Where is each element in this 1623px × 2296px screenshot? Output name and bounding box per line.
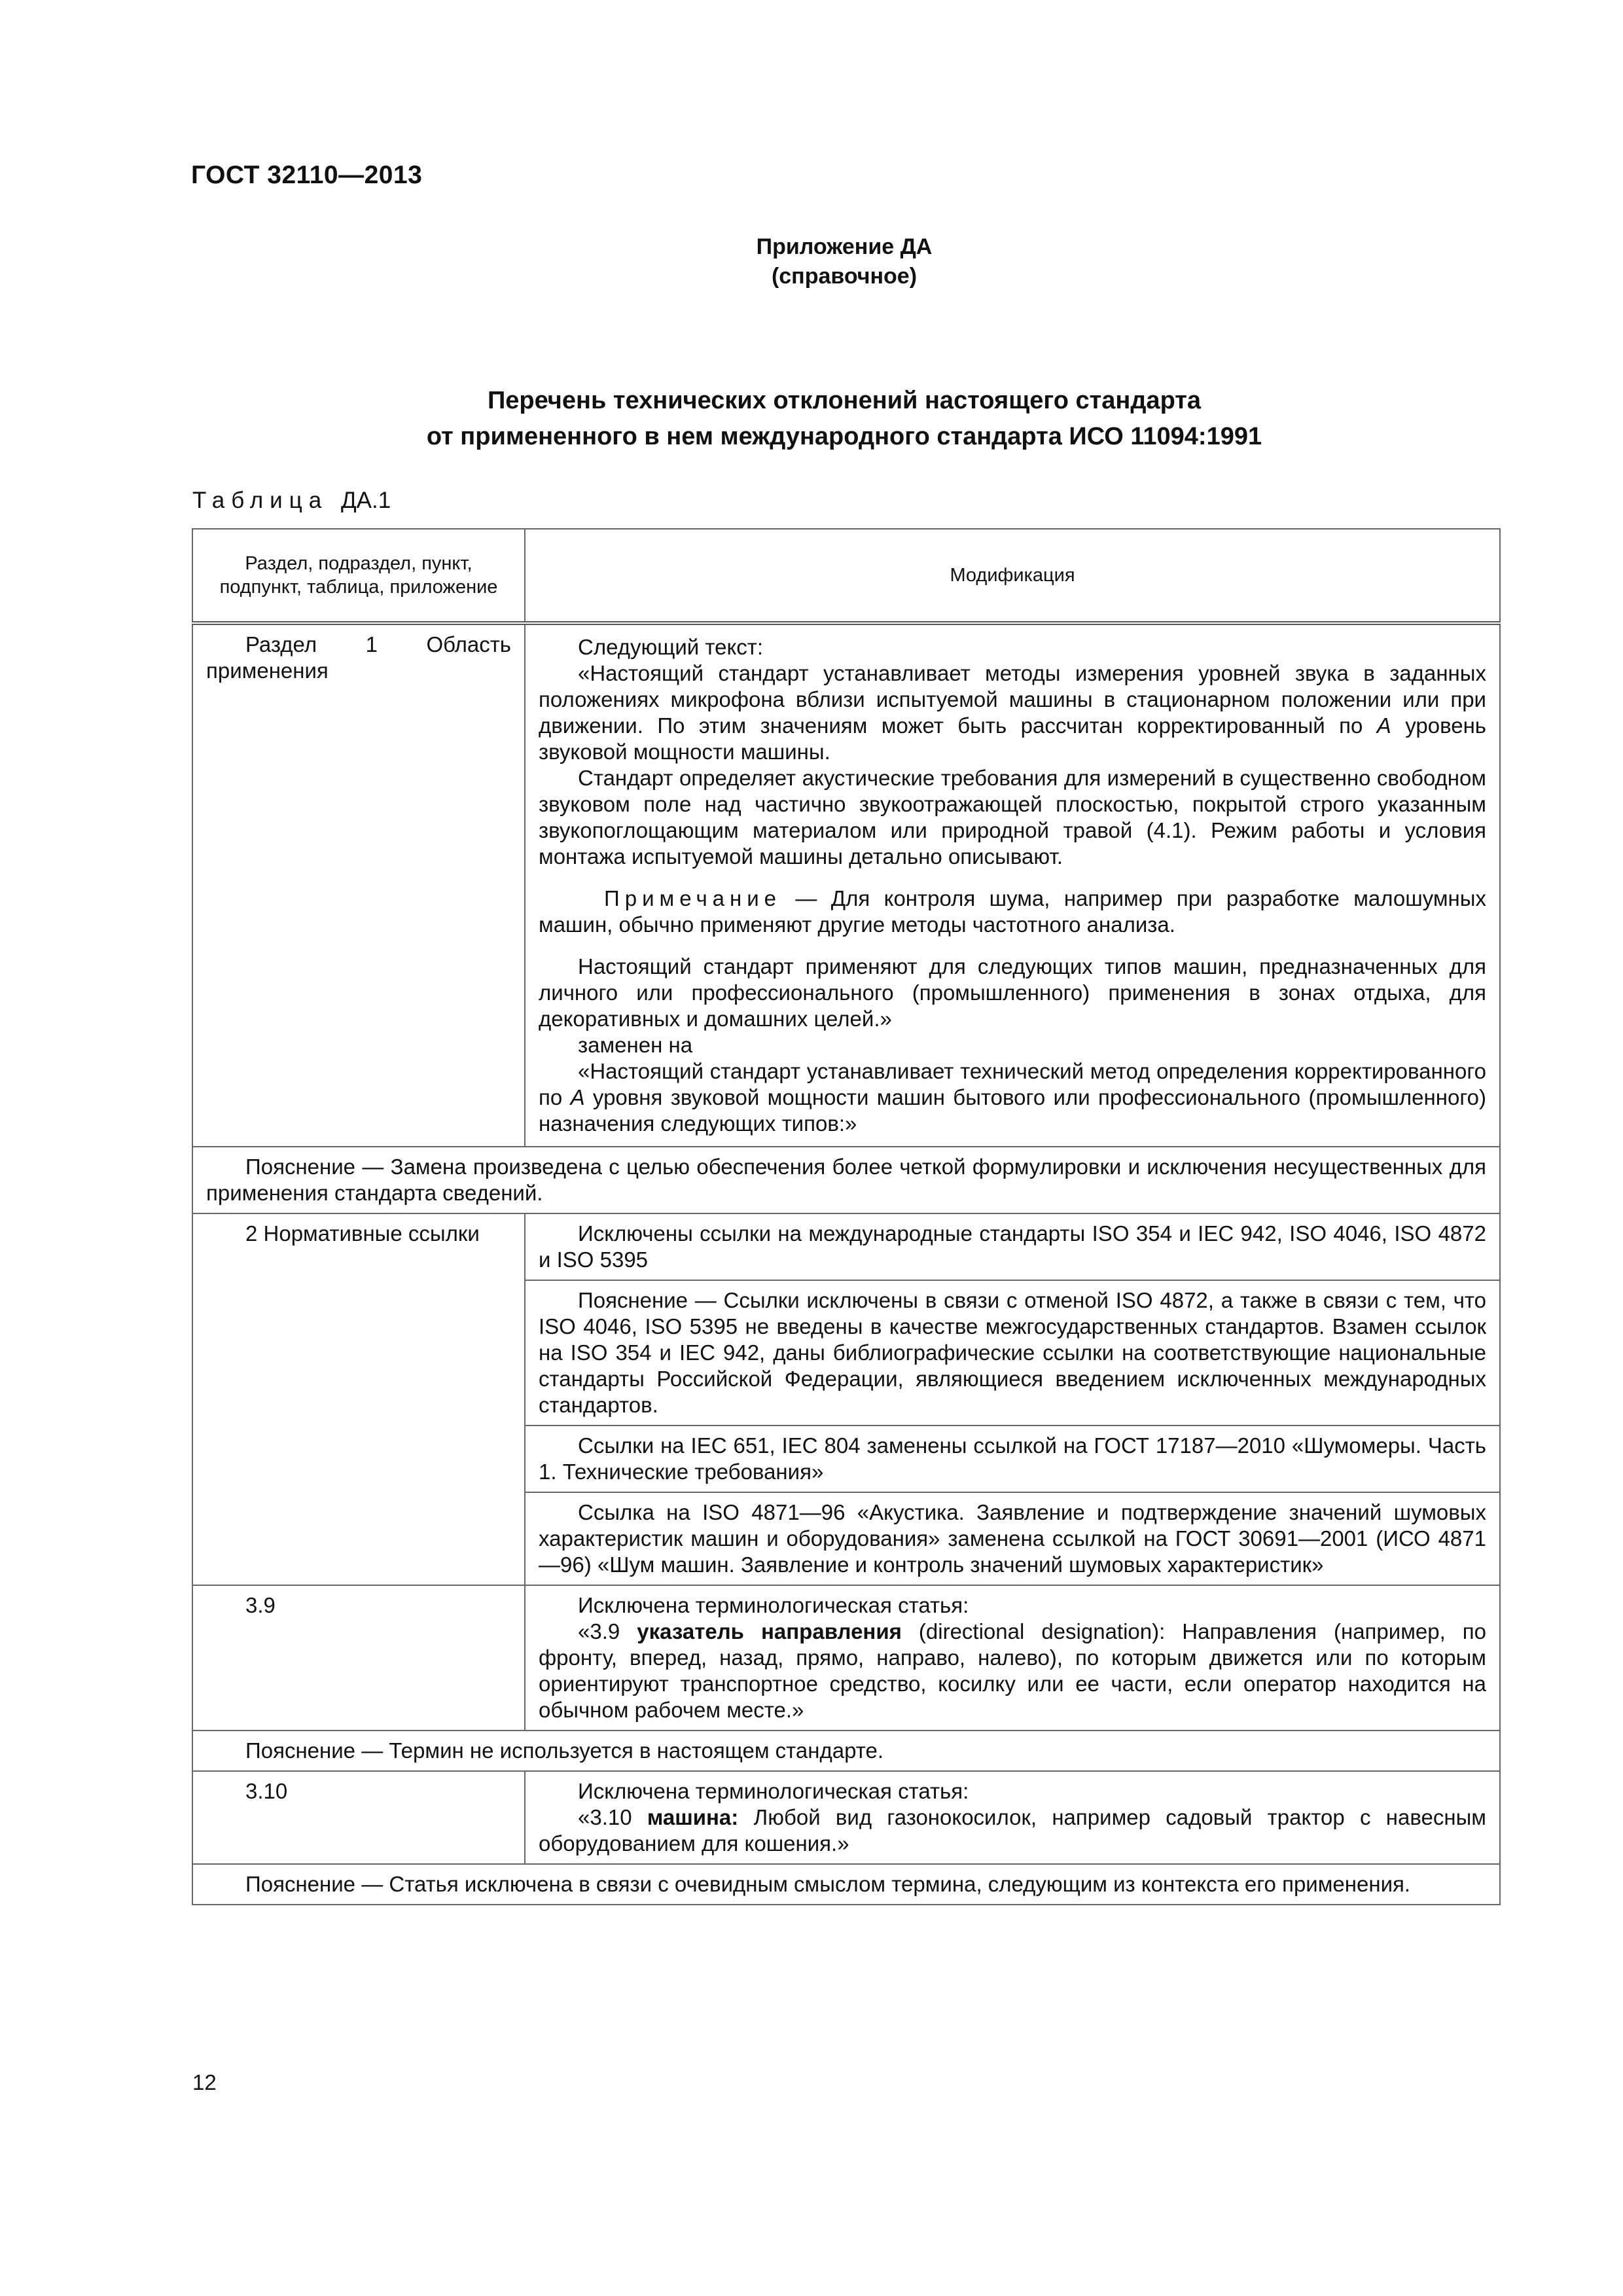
note-label: Примечание [604, 886, 782, 910]
text-run: «3.10 [578, 1805, 647, 1829]
text-run: «Настоящий стандарт устанавливает методы измерения уровней звука в заданных положениях микрофона вблизи испытуемой машины в стационарном положении или при движении. По этим значениям может быть рассчитан корректированный по [539, 661, 1486, 738]
table-label-word: Таблица [192, 488, 329, 513]
paragraph: Ссылки на IEC 651, IEC 804 заменены ссылкой на ГОСТ 17187—2010 «Шумомеры. Часть 1. Технические требования» [539, 1433, 1486, 1484]
text-run: (directional designation): Направления (например, по фронту, вперед, назад, прямо, направо, налево), по которым движется или по которым ориентируют транспортное средство, косилку или ее части, если оператор находится на обычном рабочем месте.» [539, 1619, 1486, 1722]
table-row [192, 623, 1500, 1147]
text-run: «3.9 [578, 1619, 637, 1643]
note-text: — Для контроля шума, например при разработке малошумных машин, обычно применяют другие методы частотного анализа. [539, 886, 1486, 937]
explanation-text: Пояснение — Термин не используется в настоящем стандарте. [245, 1738, 883, 1763]
explanation-text: Пояснение — Статья исключена в связи с очевидным смыслом термина, следующим из контекста его применения. [245, 1872, 1411, 1896]
row-modification-cell [525, 1426, 1500, 1492]
row-modification-cell [525, 1280, 1500, 1426]
paragraph [539, 660, 1486, 765]
paragraph: Исключена терминологическая статья: [578, 1593, 969, 1617]
row-modification-cell [525, 1585, 1500, 1731]
table-label [192, 488, 391, 514]
row-modification-cell [525, 623, 1500, 1147]
paragraph: Ссылка на ISO 4871—96 «Акустика. Заявление и подтверждение значений шумовых характеристик машин и оборудования» заменена ссылкой на ГОСТ 30691—2001 (ИСО 4871—96) «Шум машин. Заявление и контроль значений шумовых характеристик» [539, 1500, 1486, 1577]
row-section-cell [192, 1585, 525, 1731]
paragraph: Стандарт определяет акустические требования для измерений в существенно свободном звуковом поле над частично звукоотражающей плоскостью, покрытой строго указанным звукопоглощающим материалом или природной травой (4.1). Режим работы и условия монтажа испытуемой машины детально описывают. [539, 766, 1486, 869]
note-paragraph [539, 886, 1486, 938]
row-modification-cell [525, 1492, 1500, 1585]
explanation-row [192, 1731, 1500, 1771]
row-section-cell [192, 623, 525, 1147]
paragraph [539, 1804, 1486, 1857]
paragraph: Следующий текст: [578, 635, 764, 659]
document-id: ГОСТ 32110—2013 [191, 161, 423, 189]
paragraph [539, 1619, 1486, 1723]
row-section-cell [192, 1771, 525, 1864]
annex-subtitle: (справочное) [771, 264, 918, 289]
paragraph: Исключены ссылки на международные стандарты ISO 354 и IEC 942, ISO 4046, ISO 4872 и ISO 5395 [539, 1221, 1486, 1272]
row-section-cell [192, 1213, 525, 1585]
section-title [0, 383, 1623, 455]
page-number: 12 [192, 2070, 217, 2094]
table-row [192, 1213, 1500, 1280]
text-run: уровня звуковой мощности машин бытового или профессионального (промышленного) назначения следующих типов:» [539, 1085, 1486, 1136]
paragraph: Исключена терминологическая статья: [578, 1779, 969, 1803]
explanation-cell [192, 1731, 1500, 1771]
paragraph: Пояснение — Ссылки исключены в связи с отменой ISO 4872, а также в связи с тем, что ISO 4046, ISO 5395 не введены в качестве межгосударственных стандартов. Взамен ссылок на ISO 354 и IEC 942, даны библиографические ссылки на соответствующие национальные стандарты Российской Федерации, являющиеся введением исключенных международных стандартов. [539, 1288, 1486, 1417]
section-title-line-2: от примененного в нем международного стандарта ИСО 11094:1991 [426, 423, 1262, 450]
table-label-number: ДА.1 [340, 488, 391, 513]
annex-title: Приложение ДА [756, 234, 933, 259]
paragraph: Настоящий стандарт применяют для следующих типов машин, предназначенных для личного или профессионального (промышленного) применения в зонах отдыха, для декоративных и домашних целей.» [539, 954, 1486, 1031]
explanation-cell [192, 1864, 1500, 1905]
text-run: «Настоящий стандарт устанавливает технический метод определения корректированного по [539, 1059, 1486, 1109]
text-run: уровень звуковой мощности машины. [539, 713, 1486, 764]
row-section-label: 3.10 [245, 1779, 288, 1803]
column-header-modification: Модификация [525, 529, 1500, 623]
annex-heading [0, 232, 1623, 291]
table-row [192, 1585, 1500, 1731]
table-row [192, 1771, 1500, 1864]
row-modification-cell [525, 1213, 1500, 1280]
explanation-row [192, 1147, 1500, 1213]
italic-text: А [570, 1085, 585, 1109]
row-section-label: 3.9 [245, 1593, 276, 1617]
explanation-text: Пояснение — Замена произведена с целью обеспечения более четкой формулировки и исключения несущественных для применения стандарта сведений. [206, 1155, 1486, 1205]
text-run: Любой вид газонокосилок, например садовый трактор с навесным оборудованием для кошения.» [539, 1805, 1486, 1856]
explanation-cell [192, 1147, 1500, 1213]
paragraph: заменен на [578, 1033, 693, 1057]
row-section-label: Раздел 1 Область применения [206, 632, 511, 683]
deviations-table [192, 528, 1501, 1905]
italic-text: А [1376, 713, 1391, 738]
row-section-label: 2 Нормативные ссылки [245, 1221, 480, 1246]
paragraph [539, 1058, 1486, 1137]
bold-term: указатель направления [637, 1619, 902, 1643]
bold-term: машина: [647, 1805, 739, 1829]
row-modification-cell [525, 1771, 1500, 1864]
explanation-row [192, 1864, 1500, 1905]
table-header-row [192, 529, 1500, 623]
column-header-section: Раздел, подраздел, пункт, подпункт, таблица, приложение [192, 529, 525, 623]
section-title-line-1: Перечень технических отклонений настоящего стандарта [487, 387, 1202, 414]
